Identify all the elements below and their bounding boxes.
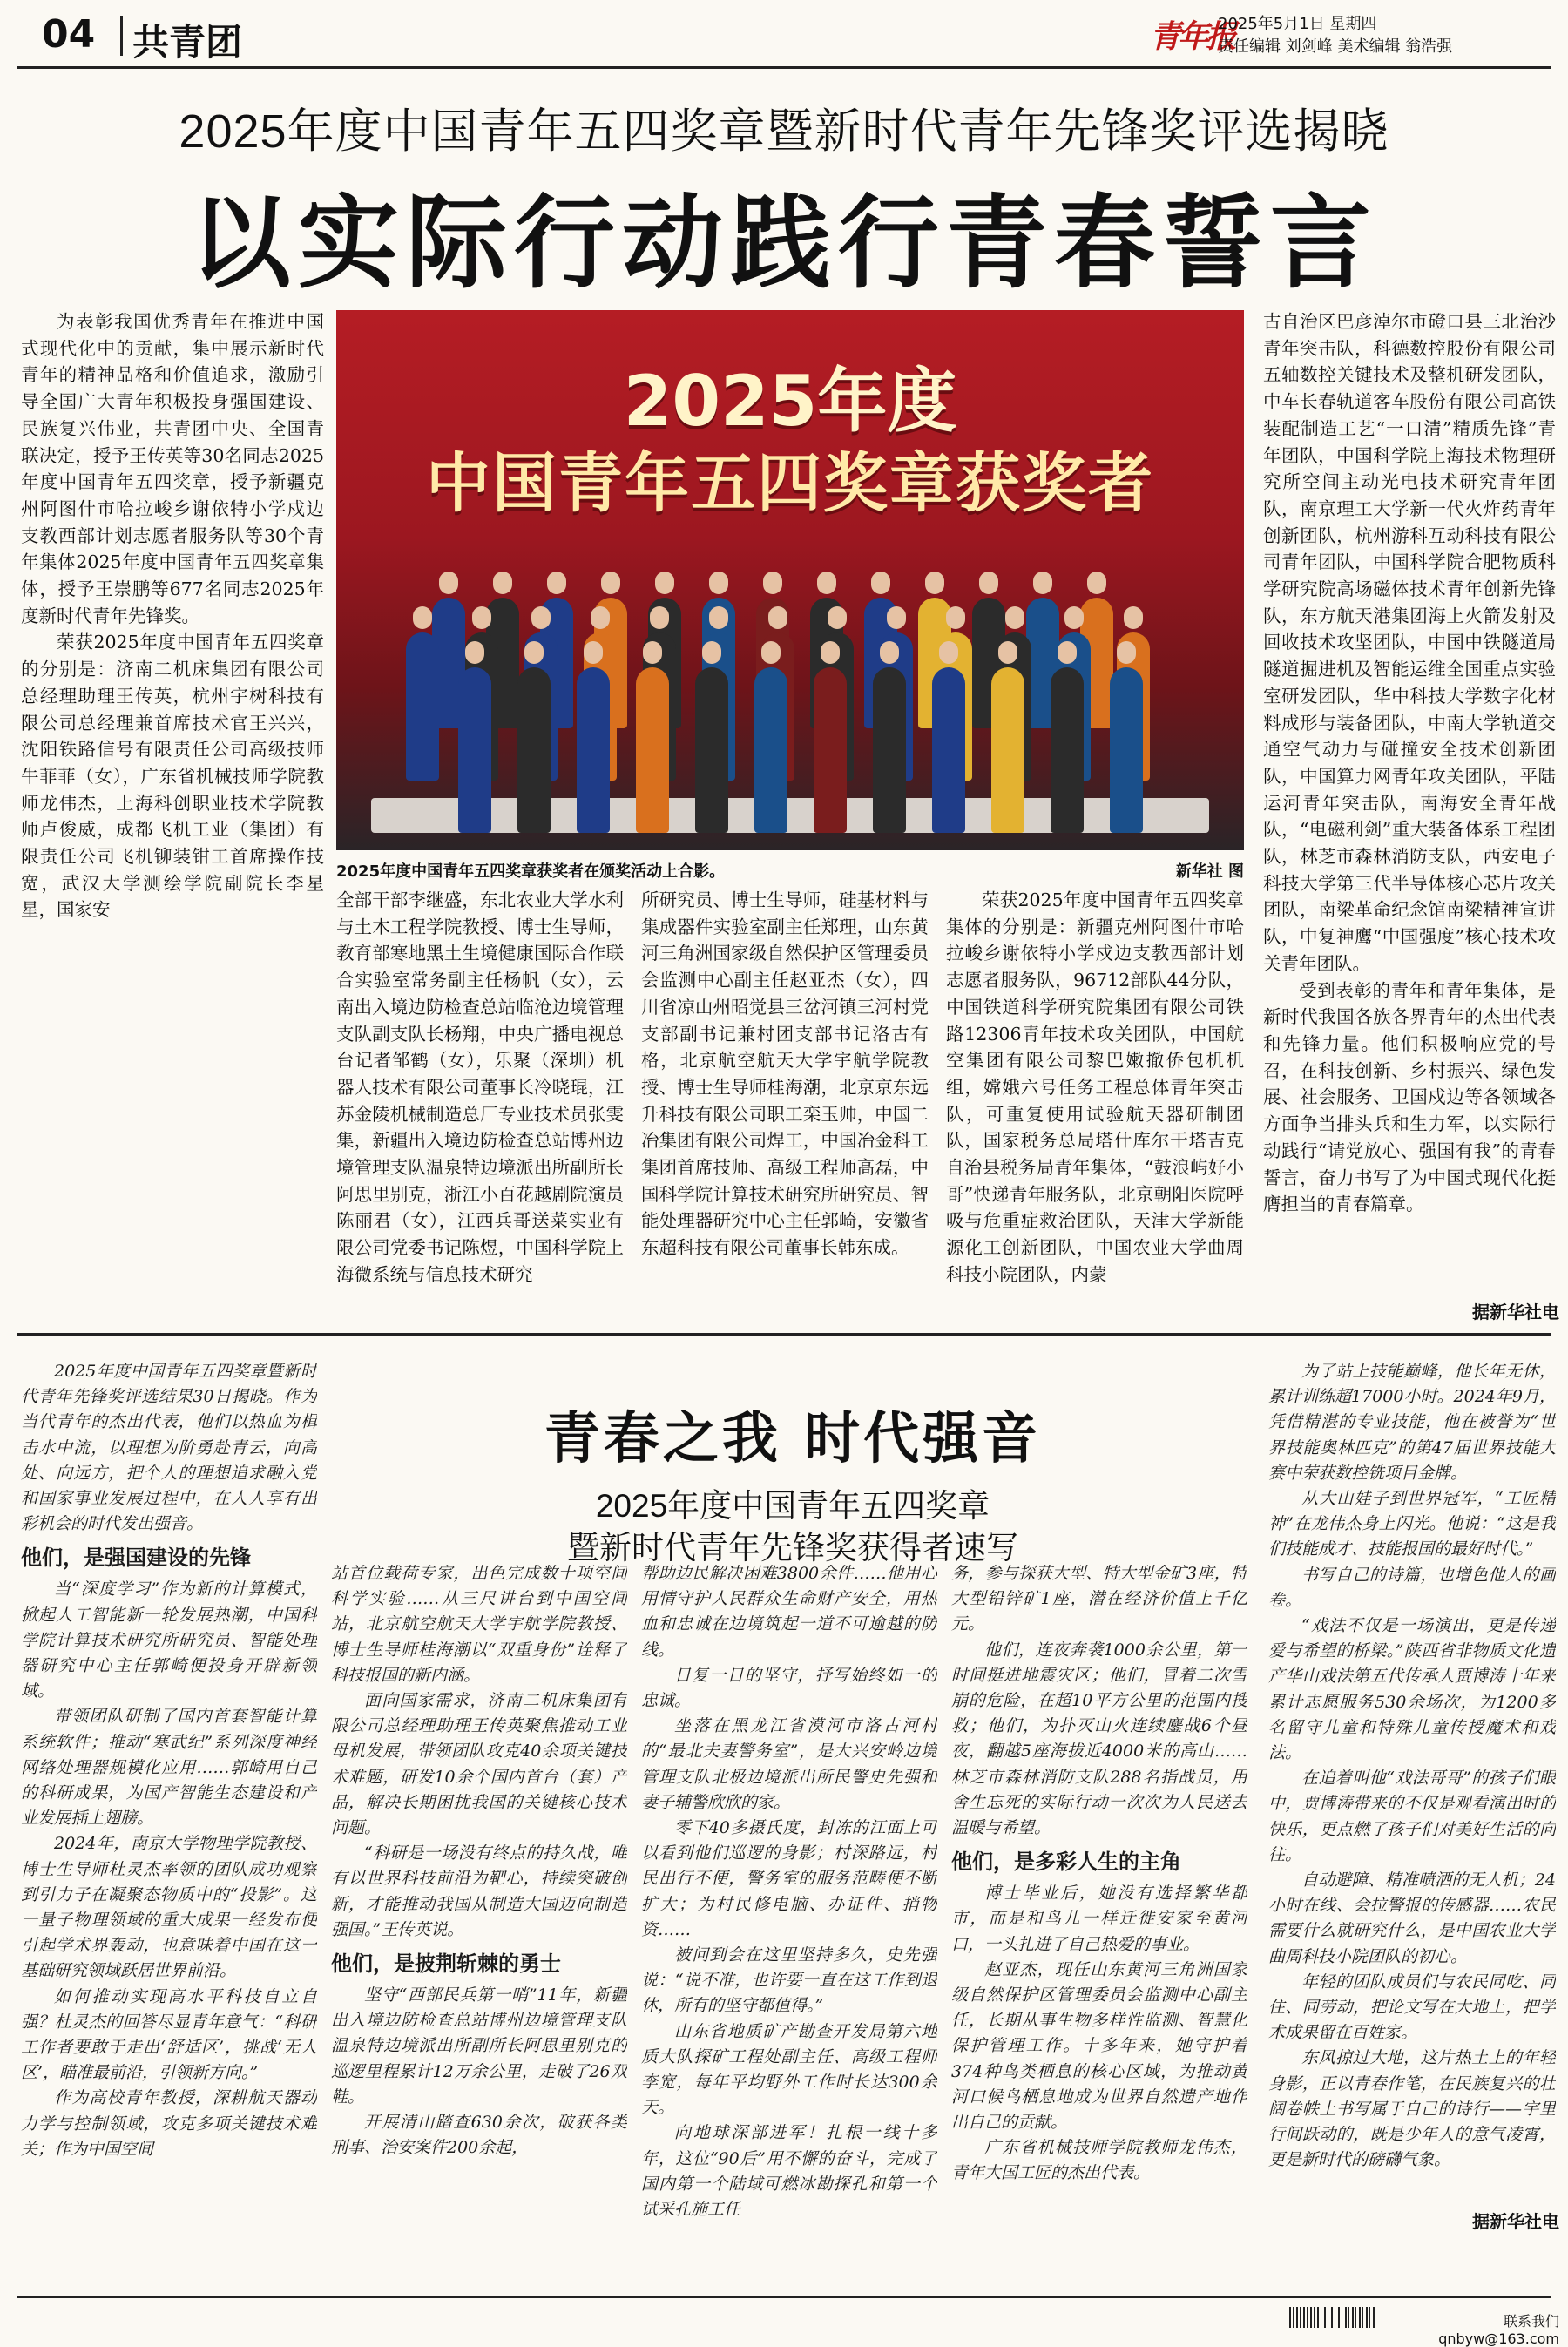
story1-paragraph: 荣获2025年度中国青年五四奖章集体的分别是：新疆克州阿图什市哈拉峻乡谢依特小学戍边支教西部计划志愿者服务队，96712部队44分队，中国铁道科学研究院集团有限公司铁路12306青年技术攻关团队，中国航空集团有限公司黎巴嫩撤侨包机机组，嫦娥六号任务工程总体青年突击队，可重复使用试验航天器研制团队，国家税务总局塔什库尔干塔吉克自治县税务局青年集体，“鼓浪屿好小哥”快递青年服务队，北京朝阳医院呼吸与危重症救治团队，天津大学新能源化工创新团队，中国农业大学曲周科技小院团队，内蒙 [946, 889, 1244, 1285]
story1-paragraph: 受到表彰的青年和青年集体，是新时代我国各族各界青年的杰出代表和先锋力量。他们积极响应党的号召，在科技创新、乡村振兴、绿色发展、社会服务、卫国戍边等各领域各方面争当排头兵和生力军，以实际行动践行“请党放心、强国有我”的青春誓言，奋力书写了为中国式现代化挺膺担当的青春篇章。 [1263, 979, 1556, 1215]
story1-paragraph: 宽，武汉大学测绘学院副院长李星星，国家安 [21, 873, 324, 921]
story2-paragraph: “戏法不仅是一场演出，更是传递爱与希望的桥梁。”陕西省非物质文化遗产华山戏法第五代传承人贾博涛十年来累计志愿服务530余场次，为1200多名留守儿童和特殊儿童传授魔术和戏法。 [1268, 1616, 1556, 1763]
recipient-figure [814, 667, 847, 833]
story2-paragraph: 作为高校青年教授，深耕航天器动力学与控制领域，攻克多项关键技术难关；作为中国空间 [21, 2088, 317, 2159]
recipient-head [584, 641, 603, 664]
recipient-head [1087, 572, 1106, 594]
recipient-head [946, 606, 965, 629]
recipient-figure [1110, 667, 1143, 833]
recipient-head [413, 606, 432, 629]
recipient-head [601, 572, 620, 594]
recipient-head [531, 606, 551, 629]
story2-paragraph: 从大山娃子到世界冠军，“工匠精神”在龙伟杰身上闪光。他说：“这是我们技能成才、技能报国的最好时代。” [1268, 1489, 1556, 1559]
issue-date: 2025年5月1日 星期四 [1218, 15, 1377, 33]
story2-paragraph: 2025年度中国青年五四奖章暨新时代青年先锋奖评选结果30日揭晓。作为当代青年的杰出代表，他们以热血为楫击水中流，以理想为阶勇赴青云，向高处、向远方，把个人的理想追求融入党和国家事业发展过程中，在人人享有出彩机会的时代发出强音。 [21, 1362, 317, 1534]
story1-column-1-continued [21, 873, 324, 1326]
story2-column-5 [1268, 1359, 1556, 2202]
story1-paragraph: 荣获2025年度中国青年五四奖章的分别是：济南二机床集团有限公司总经理助理王传英，杭州宇树科技有限公司总经理兼首席技术官王兴兴，沈阳铁路信号有限责任公司高级技师牛菲菲（女），广东省机械技师学院教师龙伟杰，上海科创职业技术学院教师卢俊威，成都飞机工业（集团）有限责任公司飞机铆装钳工首席操作技 [21, 632, 324, 868]
story2-paragraph: 他们，连夜奔袭1000余公里，第一时间挺进地震灾区；他们，冒着二次雪崩的危险，在超10平方公里的范围内搜救；他们，为扑灭山火连续鏖战6个昼夜，翻越5座海拔近4000米的高山……林芝市森林消防支队288名指战员，用舍生忘死的实际行动一次次为人民送去温暖与希望。 [951, 1640, 1247, 1838]
story1-credit: 据新华社电 [1472, 1302, 1559, 1322]
recipient-head [979, 572, 998, 594]
photo-caption: 2025年度中国青年五四奖章获奖者在颁奖活动上合影。 [336, 862, 726, 881]
recipient-head [547, 572, 566, 594]
recipient-head [998, 641, 1017, 664]
recipient-head [1005, 606, 1024, 629]
recipient-head [643, 641, 662, 664]
story2-paragraph: 站首位载荷专家，出色完成数十项空间科学实验……从三尺讲台到中国空间站，北京航空航天大学宇航学院教授、博士生导师桂海潮以“双重身份”诠释了科技报国的新内涵。 [331, 1564, 627, 1685]
recipient-head [1033, 572, 1052, 594]
recipient-head [871, 572, 890, 594]
story2-paragraph: 坐落在黑龙江省漠河市洛古河村的“最北夫妻警务室”，是大兴安岭边境管理支队北极边境派出所民警史先强和妻子辅警欣欣的家。 [641, 1716, 937, 1812]
page-number-divider [120, 16, 123, 56]
story2-paragraph: 为了站上技能巅峰，他长年无休，累计训练超17000小时。2024年9月，凭借精湛的专业技能，他在被誉为“世界技能奥林匹克”的第47届世界技能大赛中荣获数控铣项目金牌。 [1268, 1362, 1556, 1483]
recipient-figure [1051, 667, 1084, 833]
story1-paragraph: 古自治区巴彦淖尔市磴口县三北治沙青年突击队，科德数控股份有限公司五轴数控关键技术及整机研发团队，中车长春轨道客车股份有限公司高铁装配制造工艺“一口清”精质先锋”青年团队，中国科学院上海技术物理研究所空间主动光电技术研究青年团队，南京理工大学新一代火炸药青年创新团队，杭州游科互动科技有限公司青年团队，中国科学院合肥物质科学研究院高场磁体技术青年创新先锋队，东方航天港集团海上火箭发射及回收技术攻坚团队，中国中铁隧道局隧道掘进机及智能运维全国重点实验室研发团队，华中科技大学数字化材料成形与装备团队，中南大学轨道交通空气动力与碰撞安全技术创新团队，中国算力网青年攻关团队，平陆运河青年突击队，南海安全青年战队，“电磁利剑”重大装备体系工程团队，林芝市森林消防支队，西安电子科技大学第三代半导体核心芯片攻关团队，南梁革命纪念馆南梁精神宣讲队，中复神鹰“中国强度”核心技术攻关青年团队。 [1263, 311, 1556, 974]
recipient-figure [517, 667, 551, 833]
photo-banner-title: 中国青年五四奖章获奖者 [426, 446, 1154, 521]
recipient-figure [458, 667, 491, 833]
recipient-figure [636, 667, 669, 833]
recipient-figure [754, 667, 787, 833]
story2-paragraph: 务，参与探获大型、特大型金矿3座，特大型铅锌矿1座，潜在经济价值上千亿元。 [951, 1564, 1247, 1634]
recipient-figure [695, 667, 728, 833]
story2-paragraph: 被问到会在这里坚持多久，史先强说：“说不准，也许要一直在这工作到退休，所有的坚守都值得。” [641, 1945, 937, 2016]
newspaper-logo: 青年报 [1150, 18, 1234, 55]
recipient-head [817, 572, 836, 594]
recipient-head [828, 606, 847, 629]
story2-paragraph: 山东省地质矿产勘查开发局第六地质大队探矿工程处副主任、高级工程师李宽，每年平均野外工作时长达300余天。 [641, 2021, 937, 2118]
recipient-head [709, 572, 728, 594]
masthead-rule [17, 66, 1551, 69]
story2-paragraph: 向地球深部进军！扎根一线十多年，这位“90后”用不懈的奋斗，完成了国内第一个陆域可燃冰勘探孔和第一个试采孔施工任 [641, 2123, 937, 2220]
editor-credits: 责任编辑 刘剑峰 美术编辑 翁浩强 [1218, 37, 1453, 56]
recipient-head [439, 572, 458, 594]
story2-title: 青春之我 时代强音 [544, 1407, 1042, 1471]
recipient-head [472, 606, 491, 629]
recipient-head [761, 641, 781, 664]
story1-kicker: 2025年度中国青年五四奖章暨新时代青年先锋奖评选揭晓 [179, 105, 1389, 158]
story2-subhead: 他们，是强国建设的先锋 [21, 1546, 251, 1571]
story2-paragraph: 东风掠过大地，这片热土上的年轻身影，正以青春作笔，在民族复兴的壮阔卷帙上书写属于自己的诗行——宇里行间跃动的，既是少年人的意气凌霄，更是新时代的磅礴气象。 [1268, 2048, 1556, 2170]
recipient-head [493, 572, 512, 594]
story2-paragraph: 在追着叫他“戏法哥哥”的孩子们眼中，贾博涛带来的不仅是观看演出时的快乐，更点燃了孩子们对美好生活的向往。 [1268, 1769, 1556, 1864]
story2-paragraph: 坚守“西部民兵第一哨”11年，新疆出入境边防检查总站博州边境管理支队温泉特边境派出所副所长阿思里别克的巡逻里程累计12万余公里，走破了26双鞋。 [331, 1985, 627, 2107]
story2-subtitle-line-1: 2025年度中国青年五四奖章 [595, 1488, 990, 1524]
story2-paragraph: 零下40多摄氏度，封冻的江面上可以看到他们巡逻的身影；村深路远，村民出行不便，警务室的服务范畴便不断扩大；为村民修电脑、办证件、捎物资…… [641, 1818, 937, 1939]
footer-contact: 联系我们 qnbyw@163.com [1438, 2313, 1559, 2347]
photo-banner-year: 2025年度 [623, 361, 957, 442]
story2-credit: 据新华社电 [1472, 2211, 1559, 2232]
story2-paragraph: 开展清山踏查630余次，破获各类刑事、治安案件200余起， [331, 2113, 627, 2158]
story2-column-1 [21, 1359, 317, 2230]
story2-subtitle-line-2: 暨新时代青年先锋奖获得者速写 [567, 1530, 1018, 1566]
story2-paragraph: 面向国家需求，济南二机床集团有限公司总经理助理王传英聚焦推动工业母机发展，带领团队攻克40余项关键技术难题，研发10余个国内首台（套）产品，解决长期困扰我国的关键核心技术问题。 [331, 1691, 627, 1838]
recipient-head [655, 572, 674, 594]
footer-rule [17, 2296, 1551, 2298]
story2-paragraph: 当“深度学习”作为新的计算模式，掀起人工智能新一轮发展热潮，中国科学院计算技术研究所研究员、智能处理器研究中心主任郭崎便投身开辟新领域。 [21, 1579, 317, 1701]
photo-credit: 新华社 图 [1175, 862, 1244, 881]
story2-subhead: 他们，是披荆斩棘的勇士 [331, 1951, 561, 1977]
story1-column-2 [336, 887, 624, 1326]
story1-column-5 [1263, 308, 1556, 1293]
recipient-head [768, 606, 787, 629]
recipient-head [709, 606, 728, 629]
story1-column-3 [641, 887, 929, 1326]
recipient-head [591, 606, 610, 629]
story2-paragraph: 帮助边民解决困难3800余件……他用心用情守护人民群众生命财产安全，用热血和忠诚在边境筑起一道不可逾越的防线。 [641, 1564, 937, 1660]
story1-paragraph: 为表彰我国优秀青年在推进中国式现代化中的贡献，集中展示新时代青年的精神品格和价值追求，激励引导全国广大青年积极投身强国建设、民族复兴伟业，共青团中央、全国青联决定，授予王传英等30名同志2025年度中国青年五四奖章，授予新疆克州阿图什市哈拉峻乡谢依特小学戍边支教西部计划志愿者服务队等30个青年集体2025年度中国青年五四奖章集体，授予王崇鹏等677名同志2025年度新时代青年先锋奖。 [21, 311, 324, 626]
award-ceremony-photo [336, 310, 1244, 850]
recipient-head [1124, 606, 1143, 629]
story2-column-2 [331, 1561, 627, 2267]
page-number: 04 [42, 12, 96, 57]
recipient-figure [991, 667, 1024, 833]
story2-paragraph: 年轻的团队成员们与农民同吃、同住、同劳动，把论文写在大地上，把学术成果留在百姓家。 [1268, 1972, 1556, 2043]
story1-column-4 [946, 887, 1244, 1326]
recipient-head [1058, 641, 1077, 664]
recipient-head [524, 641, 544, 664]
story2-column-4 [951, 1561, 1247, 2267]
story1-column-1 [21, 308, 324, 873]
section-title: 共青团 [132, 21, 243, 64]
recipient-figure [577, 667, 610, 833]
story-divider [17, 1333, 1551, 1336]
story1-headline: 以实际行动践行青春誓言 [190, 185, 1378, 302]
recipient-figure [873, 667, 906, 833]
recipient-head [821, 641, 840, 664]
story2-paragraph: 自动避障、精准喷洒的无人机；24小时在线、会拉警报的传感器……农民需要什么就研究什么，是中国农业大学曲周科技小院团队的初心。 [1268, 1870, 1556, 1966]
story2-paragraph: 赵亚杰，现任山东黄河三角洲国家级自然保护区管理委员会监测中心副主任，长期从事生物多样性监测、智慧化保护管理工作。十多年来，她守护着374种鸟类栖息的核心区域，为推动黄河口候鸟栖息地成为世界自然遗产地作出自己的贡献。 [951, 1959, 1247, 2133]
recipient-head [702, 641, 721, 664]
story2-paragraph: 博士毕业后，她没有选择繁华都市，而是和鸟儿一样迁徙安家至黄河口，一头扎进了自己热爱的事业。 [951, 1884, 1247, 1954]
barcode-graphic [1289, 2307, 1376, 2328]
story2-paragraph: 带领团队研制了国内首套智能计算系统软件；推动“寒武纪”系列深度神经网络处理器规模化应用……郭崎用自己的科研成果，为国产智能生态建设和产业发展插上翅膀。 [21, 1707, 317, 1829]
story2-paragraph: 书写自己的诗篇，也增色他人的画卷。 [1268, 1565, 1556, 1610]
story1-paragraph: 所研究员、博士生导师，硅基材料与集成器件实验室副主任郑理，山东黄河三角洲国家级自然保护区管理委员会监测中心副主任赵亚杰（女），四川省凉山州昭觉县三岔河镇三河村党支部副书记兼村团支部书记洛古有格，北京航空航天大学宇航学院教授、博士生导师桂海潮，北京京东远升科技有限公司职工栾玉帅，中国二冶集团有限公司焊工，中国冶金科工集团首席技师、高级工程师高磊，中国科学院计算技术研究所研究员、智能处理器研究中心主任郭崎，安徽省东超科技有限公司董事长韩东成。 [641, 889, 929, 1259]
story2-subhead: 他们，是多彩人生的主角 [951, 1850, 1181, 1875]
recipient-head [465, 641, 484, 664]
recipient-head [880, 641, 899, 664]
recipient-figure [932, 667, 965, 833]
story2-column-3 [641, 1561, 937, 2267]
story2-paragraph: 2024年，南京大学物理学院教授、博士生导师杜灵杰率领的团队成功观察到引力子在凝聚态物质中的“投影”。这一量子物理领域的重大成果一经发布便引起学术界轰动，也意味着中国在这一基础研究领域跃居世界前沿。 [21, 1834, 317, 1981]
recipient-head [1117, 641, 1136, 664]
recipient-head [650, 606, 669, 629]
story2-paragraph: “科研是一场没有终点的持久战，唯有以世界科技前沿为靶心，持续突破创新，才能推动我国从制造大国迈向制造强国。”王传英说。 [331, 1843, 627, 1939]
recipient-figure [406, 632, 439, 781]
recipient-head [1064, 606, 1084, 629]
story2-paragraph: 广东省机械技师学院教师龙伟杰，青年大国工匠的杰出代表。 [951, 2138, 1247, 2183]
recipient-head [887, 606, 906, 629]
recipient-head [939, 641, 958, 664]
story2-paragraph: 如何推动实现高水平科技自立自强？杜灵杰的回答尽显青年意气：“科研工作者要敢于走出‘舒适区’，挑战‘无人区’，瞄准最前沿，引领新方向。” [21, 1986, 317, 2083]
story1-paragraph: 全部干部李继盛，东北农业大学水利与土木工程学院教授、博士生导师，教育部寒地黑土生境健康国际合作联合实验室常务副主任杨帆（女），云南出入境边防检查总站临沧边境管理支队副支队长杨翔，中央广播电视总台记者邹鹤（女），乐聚（深圳）机器人技术有限公司董事长冷晓琨，江苏金陵机械制造总厂专业技术员张雯集，新疆出入境边防检查总站博州边境管理支队温泉特边境派出所副所长阿思里别克，浙江小百花越剧院演员陈丽君（女），江西兵哥送菜实业有限公司党委书记陈煜，中国科学院上海微系统与信息技术研究 [336, 889, 624, 1285]
recipient-head [763, 572, 782, 594]
recipient-head [925, 572, 944, 594]
story2-paragraph: 日复一日的坚守，抒写始终如一的忠诚。 [641, 1665, 937, 1711]
